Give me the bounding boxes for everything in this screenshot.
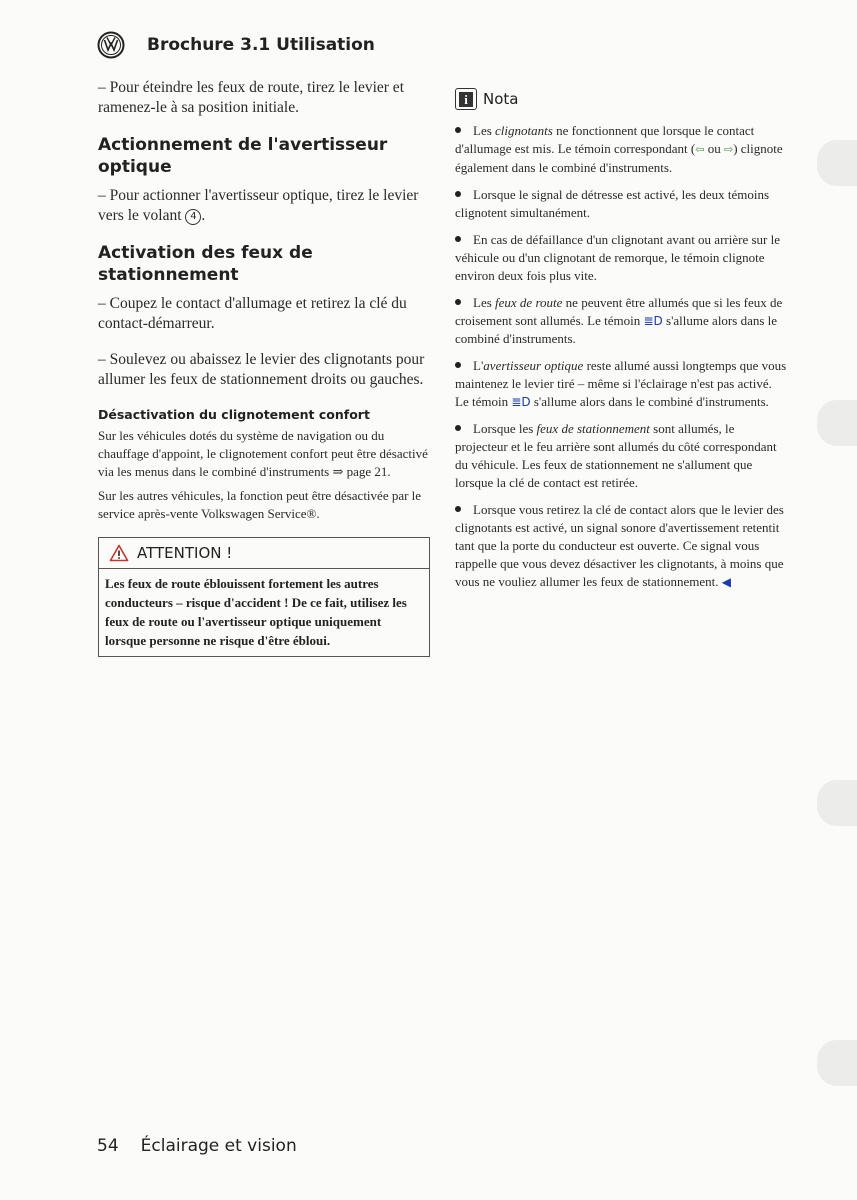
note-bullet-2: Lorsque le signal de détresse est activé, les deux témoins clignotent simultanément. xyxy=(455,187,770,220)
note-bullet-5: L'avertisseur optique reste allumé aussi longtemps que vous maintenez le levier tiré – même si l'éclairage n'est pas activé. Le témoin ≣D s'allume alors dans le combiné d'instruments. xyxy=(455,358,787,409)
page-footer xyxy=(97,1136,297,1156)
side-tab xyxy=(817,780,857,826)
high-beam-icon: ≣D xyxy=(511,395,531,409)
turn-right-arrow-icon: ⇨ xyxy=(723,144,734,156)
figure-ref-badge: 4 xyxy=(185,209,201,225)
parking-lights-step-1: – Coupez le contact d'allumage et retirez la clé du contact-démarreur. xyxy=(98,295,407,332)
bullet-dot-icon xyxy=(455,299,461,305)
page-header xyxy=(97,28,375,62)
page-number: 54 xyxy=(97,1136,119,1156)
note-bullet-6: Lorsque les feux de stationnement sont allumés, le projecteur et le feu arrière sont allumés du côté correspondant du véhicule. Les feux de stationnement ne s'allument que lorsque la clé de contact est retirée. xyxy=(455,421,777,490)
bullet-dot-icon xyxy=(455,425,461,431)
parking-lights-step-2: – Soulevez ou abaissez le levier des clignotants pour allumer les feux de stationnement droits ou gauches. xyxy=(98,351,425,388)
side-tab xyxy=(817,400,857,446)
vw-logo-icon xyxy=(97,31,125,59)
side-tab xyxy=(817,140,857,186)
section-title: Brochure 3.1 Utilisation xyxy=(147,35,375,55)
bullet-dot-icon xyxy=(455,506,461,512)
note-bullet-7: Lorsque vous retirez la clé de contact alors que le levier des clignotants est activé, un signal sonore d'avertissement retentit tant que la porte du conducteur est ouverte. Ce signal vous rappelle que vous devez désactiver les clignotants, à moins que vous ne vouliez allumer les feux de stationnement. ◀ xyxy=(455,502,784,589)
warning-title: ATTENTION ! xyxy=(137,544,233,562)
warning-triangle-icon xyxy=(109,544,129,562)
intro-paragraph: – Pour éteindre les feux de route, tirez le levier et ramenez-le à sa position initiale. xyxy=(98,79,404,116)
high-beam-icon: ≣D xyxy=(643,314,663,328)
note-header xyxy=(455,86,787,112)
warning-text: Les feux de route éblouissent fortement les autres conducteurs – risque d'accident ! De ce fait, utilisez les feux de route ou l'avertisseur optique uniquement lorsque personne ne risque d'être ébloui. xyxy=(105,576,407,648)
bullet-dot-icon xyxy=(455,236,461,242)
warning-box xyxy=(98,537,430,657)
right-column xyxy=(455,86,787,600)
chapter-title: Éclairage et vision xyxy=(140,1136,297,1156)
comfort-blink-paragraph-1: Sur les véhicules dotés du système de navigation ou du chauffage d'appoint, le clignotement confort peut être désactivé via les menus dans le combiné d'instruments ⇒ page 21. xyxy=(98,428,428,479)
optical-horn-paragraph: – Pour actionner l'avertisseur optique, tirez le levier vers le volant 4 . xyxy=(98,187,419,224)
note-bullet-3: En cas de défaillance d'un clignotant avant ou arrière sur le véhicule ou d'un clignotant de remorque, le témoin clignote environ deux fois plus vite. xyxy=(455,232,780,283)
side-tab xyxy=(817,1040,857,1086)
heading-comfort-blink: Désactivation du clignotement confort xyxy=(98,407,370,422)
note-bullet-1: Les clignotants ne fonctionnent que lorsque le contact d'allumage est mis. Le témoin correspondant (⇦ ou ⇨) clignote également dans le combiné d'instruments. xyxy=(455,123,783,175)
note-bullet-4: Les feux de route ne peuvent être allumés que si les feux de croisement sont allumés. Le témoin ≣D s'allume alors dans le combiné d'instruments. xyxy=(455,295,783,346)
comfort-blink-paragraph-2: Sur les autres véhicules, la fonction peut être désactivée par le service après-vente Volkswagen Service®. xyxy=(98,488,422,521)
end-of-section-icon: ◀ xyxy=(721,575,732,589)
left-column xyxy=(98,78,430,657)
info-icon: i xyxy=(455,88,477,110)
heading-optical-horn: Actionnement de l'avertisseur optique xyxy=(98,135,388,177)
turn-left-arrow-icon: ⇦ xyxy=(695,144,705,156)
warning-header xyxy=(99,538,429,569)
bullet-dot-icon xyxy=(455,191,461,197)
optical-horn-text: – Pour actionner l'avertisseur optique, tirez le levier vers le volant xyxy=(98,187,419,224)
heading-parking-lights: Activation des feux de stationnement xyxy=(98,243,313,285)
bullet-dot-icon xyxy=(455,362,461,368)
note-title: Nota xyxy=(483,90,519,108)
bullet-dot-icon xyxy=(455,127,461,133)
